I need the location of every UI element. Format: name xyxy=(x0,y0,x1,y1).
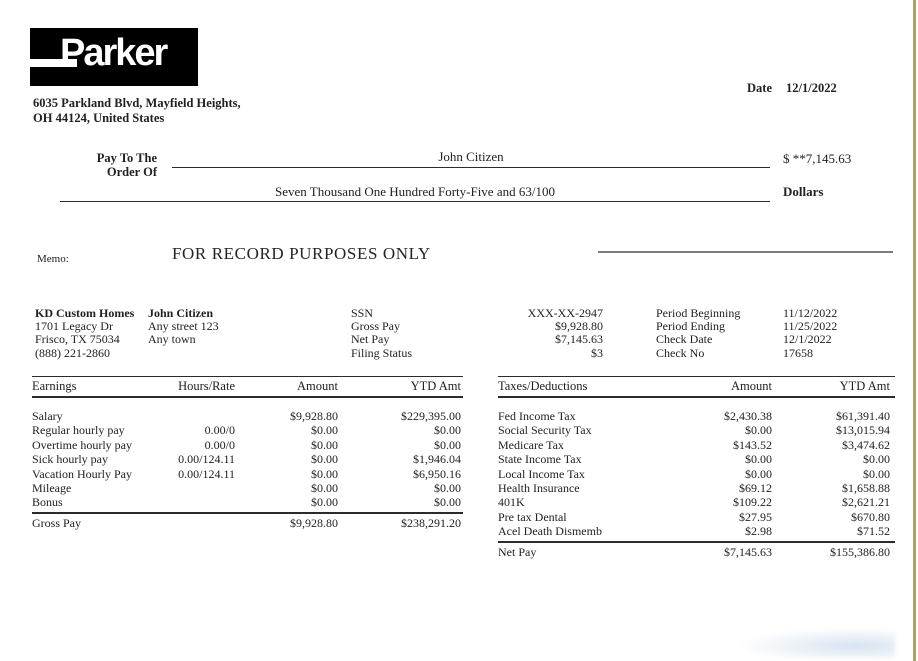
check-amount: $ **7,145.63 xyxy=(783,151,852,166)
scan-smudge xyxy=(735,628,895,658)
deduction-name: State Income Tax xyxy=(498,452,582,467)
earning-hours xyxy=(163,409,235,423)
deduction-ytd: $0.00 xyxy=(863,466,890,481)
summary-value: $9,928.80 xyxy=(555,319,603,334)
pay-to-line2: Order Of xyxy=(106,165,157,179)
table-row xyxy=(351,347,603,360)
table-row xyxy=(498,510,895,524)
deduction-ytd: $61,391.40 xyxy=(836,409,890,423)
memo-label: Memo: xyxy=(37,253,69,265)
earning-amount: $0.00 xyxy=(311,423,338,438)
table-row xyxy=(498,409,895,423)
earning-ytd: $0.00 xyxy=(434,480,461,495)
deduction-name: Health Insurance xyxy=(498,480,580,495)
earning-amount: $9,928.80 xyxy=(290,409,338,423)
employer-name: KD Custom Homes xyxy=(35,306,135,320)
table-row xyxy=(656,333,896,346)
earnings-total-ytd: $238,291.20 xyxy=(401,515,461,530)
earnings-table xyxy=(32,376,463,530)
deduction-amount: $143.52 xyxy=(733,437,772,452)
table-row xyxy=(32,481,463,495)
deduction-amount: $69.12 xyxy=(739,480,772,495)
deduction-ytd: $670.80 xyxy=(851,509,890,524)
deduction-amount: $0.00 xyxy=(745,452,772,467)
deduction-amount: $0.00 xyxy=(745,423,772,438)
deduction-amount: $27.95 xyxy=(739,509,772,524)
employer-phone: (888) 221-2860 xyxy=(35,345,110,360)
logo-text: Parker xyxy=(60,32,167,74)
deduction-amount: $109.22 xyxy=(733,495,772,510)
earnings-header-hours: Hours/Rate xyxy=(178,379,235,393)
earning-name: Regular hourly pay xyxy=(32,423,125,438)
deduction-ytd: $0.00 xyxy=(863,452,890,467)
payee-name: John Citizen xyxy=(172,146,770,168)
earning-hours: 0.00/0 xyxy=(204,437,235,452)
period-value: 17658 xyxy=(783,345,813,360)
table-row xyxy=(32,467,463,481)
period-label: Check No xyxy=(656,345,705,360)
employer-block xyxy=(35,307,134,360)
earning-ytd: $0.00 xyxy=(434,423,461,438)
period-rows xyxy=(656,307,896,360)
summary-value: $3 xyxy=(591,345,603,360)
amount-in-words: Seven Thousand One Hundred Forty-Five and 63/100 xyxy=(60,181,770,202)
deduction-amount: $2.98 xyxy=(745,524,772,539)
signature-line xyxy=(598,238,893,253)
earning-amount: $0.00 xyxy=(311,452,338,467)
table-row xyxy=(498,524,895,538)
earnings-total-row xyxy=(32,512,463,530)
company-address xyxy=(33,96,241,126)
deduction-name: Local Income Tax xyxy=(498,466,585,481)
employer-address2: Frisco, TX 75034 xyxy=(35,332,120,347)
deductions-header-ytd: YTD Amt xyxy=(839,379,890,393)
earning-name: Sick hourly pay xyxy=(32,452,108,467)
summary-value: $7,145.63 xyxy=(555,332,603,347)
deduction-name: Social Security Tax xyxy=(498,423,592,438)
earnings-header xyxy=(32,376,463,398)
table-row xyxy=(656,347,896,360)
company-address-line1: 6035 Parkland Blvd, Mayfield Heights, xyxy=(33,96,241,110)
table-row xyxy=(32,438,463,452)
earnings-header-name: Earnings xyxy=(32,379,77,393)
deduction-ytd: $2,621.21 xyxy=(842,495,890,510)
period-value: 12/1/2022 xyxy=(783,332,832,347)
summary-label: Filing Status xyxy=(351,345,413,360)
deduction-amount: $0.00 xyxy=(745,466,772,481)
period-label: Period Beginning xyxy=(656,306,741,320)
earning-amount: $0.00 xyxy=(311,495,338,510)
employee-address2: Any town xyxy=(148,332,196,347)
table-row xyxy=(498,467,895,481)
deduction-ytd: $71.52 xyxy=(857,524,890,539)
deductions-table xyxy=(498,376,895,559)
summary-rows xyxy=(351,307,603,360)
earnings-total-amount: $9,928.80 xyxy=(290,515,338,530)
period-value: 11/25/2022 xyxy=(783,319,838,334)
period-label: Period Ending xyxy=(656,319,725,334)
deduction-name: Medicare Tax xyxy=(498,437,564,452)
summary-label: Gross Pay xyxy=(351,319,401,334)
earning-name: Vacation Hourly Pay xyxy=(32,466,132,481)
deduction-name: 401K xyxy=(498,495,525,510)
date-label: Date xyxy=(747,81,772,95)
table-row xyxy=(498,438,895,452)
pay-to-line1: Pay To The xyxy=(96,151,157,165)
deduction-name: Pre tax Dental xyxy=(498,509,567,524)
dollars-label: Dollars xyxy=(783,184,824,199)
earnings-rows xyxy=(32,409,463,510)
employee-address1: Any street 123 xyxy=(148,319,219,334)
table-row xyxy=(498,423,895,437)
period-label: Check Date xyxy=(656,332,713,347)
date-value: 12/1/2022 xyxy=(786,81,837,95)
employer-address1: 1701 Legacy Dr xyxy=(35,319,113,334)
deduction-name: Fed Income Tax xyxy=(498,409,576,423)
earning-amount: $0.00 xyxy=(311,466,338,481)
earning-name: Salary xyxy=(32,409,63,423)
memo-text: FOR RECORD PURPOSES ONLY xyxy=(172,244,431,263)
earning-name: Overtime hourly pay xyxy=(32,437,132,452)
table-row xyxy=(498,495,895,509)
table-row xyxy=(32,452,463,466)
table-row xyxy=(32,409,463,423)
period-value: 11/12/2022 xyxy=(783,306,838,320)
deduction-amount: $2,430.38 xyxy=(724,409,772,423)
table-row xyxy=(32,423,463,437)
earning-ytd: $6,950.16 xyxy=(413,466,461,481)
employee-name: John Citizen xyxy=(148,306,214,320)
employee-block xyxy=(148,307,219,347)
scan-border xyxy=(913,0,916,661)
earning-hours: 0.00/124.11 xyxy=(178,466,235,481)
parker-logo xyxy=(30,28,198,86)
check-date xyxy=(747,81,837,96)
earning-amount: $0.00 xyxy=(311,437,338,452)
summary-label: SSN xyxy=(351,306,374,320)
earning-hours xyxy=(163,481,235,495)
summary-label: Net Pay xyxy=(351,332,390,347)
earnings-header-ytd: YTD Amt xyxy=(410,379,461,393)
pay-to-the-order-of-label xyxy=(60,151,157,179)
earning-ytd: $0.00 xyxy=(434,495,461,510)
earning-amount: $0.00 xyxy=(311,480,338,495)
earning-name: Mileage xyxy=(32,480,72,495)
deductions-total-amount: $7,145.63 xyxy=(724,544,772,559)
deductions-header-amount: Amount xyxy=(731,379,772,393)
table-row xyxy=(32,495,463,509)
table-row xyxy=(498,452,895,466)
deductions-rows xyxy=(498,409,895,539)
table-row xyxy=(351,333,603,346)
deduction-name: Acel Death Dismemb xyxy=(498,524,602,539)
earnings-total-label: Gross Pay xyxy=(32,515,82,530)
earning-ytd: $0.00 xyxy=(434,437,461,452)
deduction-ytd: $3,474.62 xyxy=(842,437,890,452)
earning-hours: 0.00/0 xyxy=(204,423,235,438)
earning-ytd: $1,946.04 xyxy=(413,452,461,467)
company-address-line2: OH 44124, United States xyxy=(33,111,165,125)
earning-name: Bonus xyxy=(32,495,63,510)
earnings-header-amount: Amount xyxy=(297,379,338,393)
deduction-ytd: $1,658.88 xyxy=(842,480,890,495)
deductions-header xyxy=(498,376,895,398)
table-row xyxy=(498,481,895,495)
deductions-total-row xyxy=(498,541,895,559)
deductions-total-ytd: $155,386.80 xyxy=(830,544,890,559)
earnings-total-hours xyxy=(163,516,235,526)
deductions-total-label: Net Pay xyxy=(498,544,537,559)
earning-ytd: $229,395.00 xyxy=(401,409,461,423)
earning-hours xyxy=(163,495,235,509)
earning-hours: 0.00/124.11 xyxy=(178,452,235,467)
deductions-header-name: Taxes/Deductions xyxy=(498,379,588,393)
deduction-ytd: $13,015.94 xyxy=(836,423,890,438)
summary-value: XXX-XX-2947 xyxy=(527,306,603,320)
